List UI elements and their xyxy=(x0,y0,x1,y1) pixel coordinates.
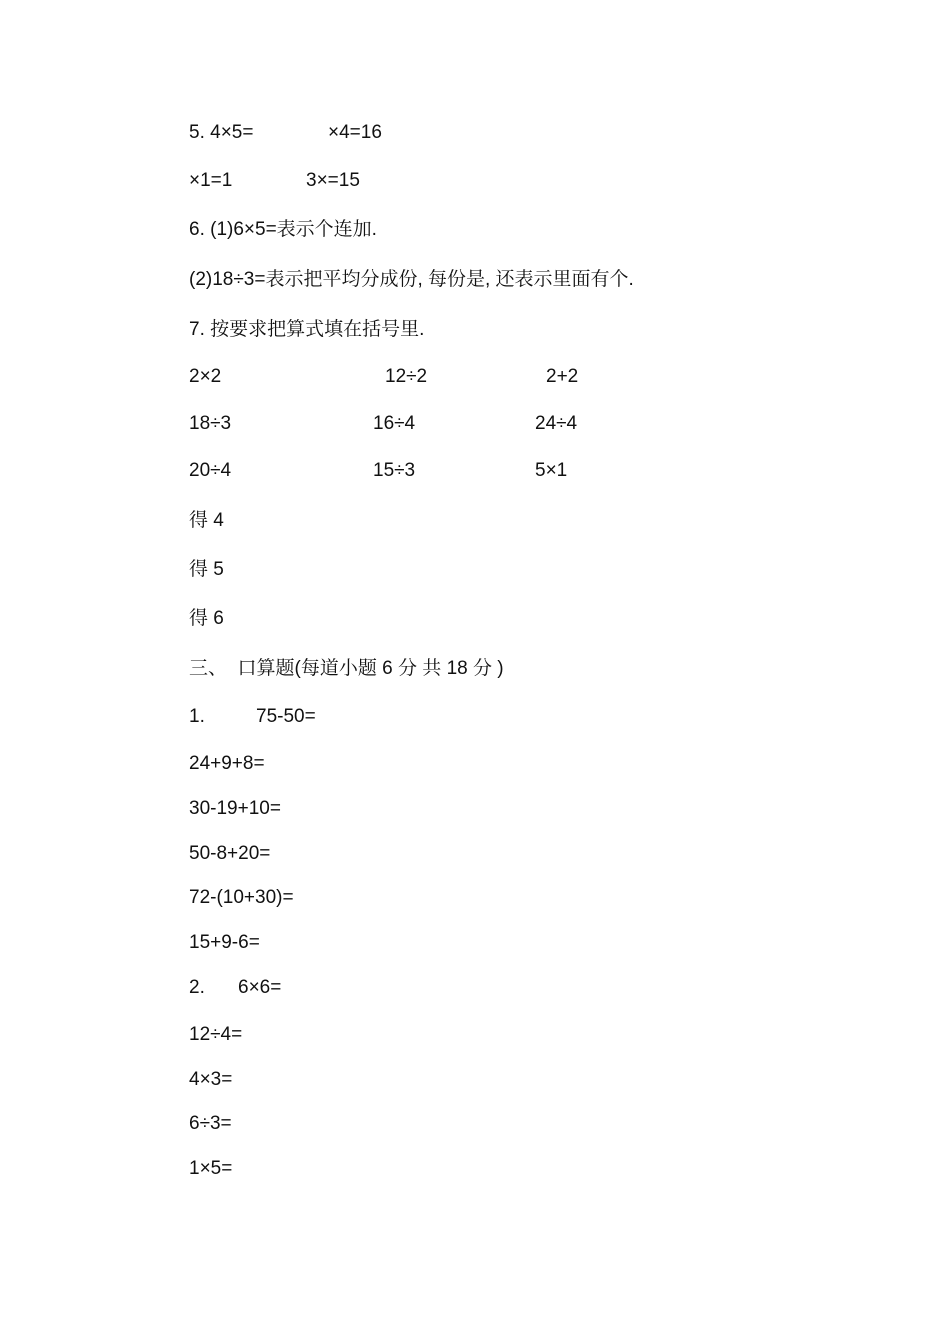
q7-grid-r2-c2: 16÷4 xyxy=(373,413,416,434)
q7-grid-r2-c1: 18÷3 xyxy=(189,413,232,434)
q7-grid-r3-c1: 20÷4 xyxy=(189,460,232,481)
part1-item-3: 30-19+10= xyxy=(189,798,281,819)
q7-grid-r2-c3: 24÷4 xyxy=(535,413,578,434)
part1-item-5: 72-(10+30)= xyxy=(189,887,294,908)
part2-item-1: 6×6= xyxy=(238,977,282,998)
section3-part2-number: 2. xyxy=(189,977,205,998)
q7-title: 7. 按要求把算式填在括号里. xyxy=(189,319,425,340)
section3-part1-number: 1. xyxy=(189,706,205,727)
q7-result-5: 得 5 xyxy=(189,559,224,580)
q7-grid-r1-c2: 12÷2 xyxy=(385,366,428,387)
part1-item-4: 50-8+20= xyxy=(189,843,271,864)
q7-grid-r1-c1: 2×2 xyxy=(189,366,222,387)
part2-item-4: 6÷3= xyxy=(189,1113,232,1134)
part1-item-2: 24+9+8= xyxy=(189,753,265,774)
q7-grid-r3-c2: 15÷3 xyxy=(373,460,416,481)
q6-line-2: (2)18÷3=表示把平均分成份, 每份是, 还表示里面有个. xyxy=(189,269,634,290)
q6-line-1: 6. (1)6×5=表示个连加. xyxy=(189,219,377,240)
q5-expr-2: ×4=16 xyxy=(328,122,382,143)
part1-item-1: 75-50= xyxy=(256,706,316,727)
part1-item-6: 15+9-6= xyxy=(189,932,260,953)
q7-grid-r3-c3: 5×1 xyxy=(535,460,568,481)
q7-result-6: 得 6 xyxy=(189,608,224,629)
q5-expr-3: ×1=1 xyxy=(189,170,233,191)
q5-expr-1: 5. 4×5= xyxy=(189,122,254,143)
part2-item-2: 12÷4= xyxy=(189,1024,243,1045)
q5-expr-4: 3×=15 xyxy=(306,170,360,191)
part2-item-5: 1×5= xyxy=(189,1158,233,1179)
q7-result-4: 得 4 xyxy=(189,510,224,531)
q7-grid-r1-c3: 2+2 xyxy=(546,366,579,387)
part2-item-3: 4×3= xyxy=(189,1069,233,1090)
section3-title: 三、 口算题(每道小题 6 分 共 18 分 ) xyxy=(189,658,504,679)
